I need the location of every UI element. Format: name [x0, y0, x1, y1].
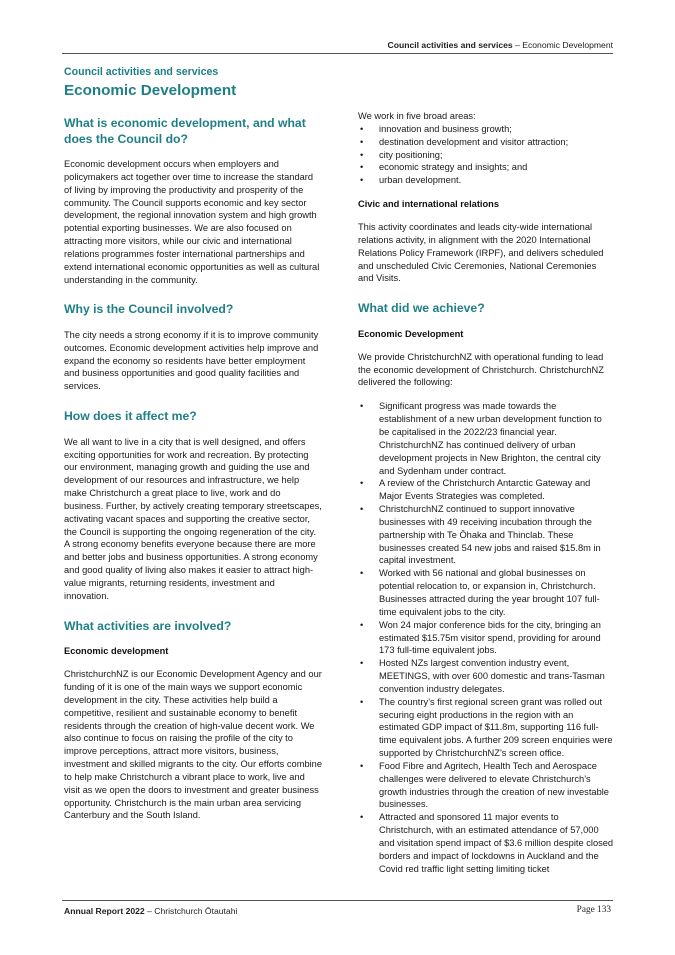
civic-subheading: Civic and international relations — [358, 199, 500, 210]
areas-list — [358, 123, 614, 187]
achievements-list — [358, 400, 614, 875]
list-item: • A review of the Christchurch Antarctic Gateway and Major Events Strategies was completed. — [358, 477, 614, 503]
areas-intro: We work in five broad areas: — [358, 111, 476, 121]
section-kicker: Council activities and services — [64, 66, 219, 78]
econ-dev-body: ChristchurchNZ is our Economic Development Agency and our funding of it is one of the main ways we support economic development in the city. These activities help build a competitive, resilient and sustainable economy to benefit residents through the creation of high-value decent work. We also continue to focus on raising the profile of the city to improve perceptions, attract more visitors, business, investment and skilled migrants to the city. Our efforts combine to help make Christchurch a vibrant place to work, live and visit as we open the doors to investment and greater business opportunity. Christchurch is the main urban area servicing Canterbury and the South Island. — [64, 669, 323, 821]
running-header — [388, 40, 613, 50]
list-item: • Hosted NZs largest convention industry event, MEETINGS, with over 600 domestic and trans-Tasman convention industry delegates. — [358, 657, 614, 696]
list-item: • Won 24 major conference bids for the city, bringing an estimated $15.75m visitor spend, providing for around 173 full-time equivalent jobs. — [358, 619, 614, 658]
achieve-heading: What did we achieve? — [358, 301, 485, 316]
left-column — [64, 66, 322, 822]
list-item: • ChristchurchNZ continued to support innovative businesses with 49 receiving incubation through the partnership with Te Ōhaka and Thinclab. These businesses created 54 new jobs and raised $15.8m in capital investment. — [358, 503, 614, 567]
header-divider — [62, 53, 613, 54]
footer-report-name: Annual Report 2022 — [64, 906, 145, 916]
list-item: • Attracted and sponsored 11 major events to Christchurch, with an estimated attendance of 57,000 and visitation spend impact of $3.6 million despite closed borders and impact of lockdowns in Auckland and the Covid red traffic light setting limiting ticket — [358, 811, 614, 875]
civic-body: This activity coordinates and leads city-wide international relations activity, in alignment with the 2020 International Relations Policy Framework (IRPF), and delivers scheduled and unscheduled Civic Ceremonies, National Ceremonies and Visits. — [358, 222, 604, 284]
list-item: • urban development. — [358, 174, 614, 187]
what-is-body: Economic development occurs when employers and policymakers act together over time to increase the standard of living by improving the productivity and prosperity of the community. The Council supports economic and key sector development, the regional innovation system and high growth potential exporting businesses. We are also focused on attracting more visitors, while our civic and international relations programmes foster international partnerships and extend international economic opportunities as well as cultural understanding in the community. — [64, 159, 320, 285]
running-header-section: Council activities and services — [387, 40, 513, 50]
how-heading: How does it affect me? — [64, 409, 197, 424]
list-item: • Significant progress was made towards the establishment of a new urban development function to be capitalised in the 2022/23 financial year. ChristchurchNZ has continued delivery of urban development projects in New Brighton, the central city and Sydenham under contract. — [358, 400, 614, 477]
how-body: We all want to live in a city that is well designed, and offers exciting opportunities for work and recreation. By protecting our environment, managing growth and guiding the use and development of our resources and infrastructure, we help make Christchurch a great place to live, work and do business. Further, by actively creating temporary streetscapes, activating vacant spaces and supporting the creative sector, the Council is supporting the ongoing regeneration of the city. A strong economy benefits everyone because there are more and better jobs and business opportunities. A strong economy and good quality of living also makes it easier to attract high-value migrants, returning residents, investment and innovation. — [64, 436, 322, 601]
achieve-intro: We provide ChristchurchNZ with operational funding to lead the economic development of Christchurch. ChristchurchNZ delivered the following: — [358, 351, 604, 388]
why-body: The city needs a strong economy if it is to improve community outcomes. Economic development activities help improve and expand the economy so residents have better employment and business opportunities and good quality facilities and services. — [64, 329, 319, 392]
footer-city: – Christchurch Ōtautahi — [144, 906, 238, 916]
right-column — [358, 110, 614, 876]
footer-divider — [62, 900, 613, 901]
page-number: Page 133 — [576, 905, 611, 915]
econ-dev-subheading: Economic development — [64, 646, 169, 657]
list-item: • innovation and business growth; — [358, 123, 614, 136]
achieve-subheading: Economic Development — [358, 328, 464, 339]
list-item: • Food Fibre and Agritech, Health Tech and Aerospace challenges were delivered to elevate Christchurch’s growth industries through the creation of new investable businesses. — [358, 760, 614, 811]
footer-report-title — [64, 906, 237, 916]
list-item: • The country’s first regional screen grant was rolled out securing eight productions in the region with an estimated GDP impact of $11.8m, supporting 116 full-time equivalent jobs. A further 209 screen enquiries were supported by ChristchurchNZ’s screen office. — [358, 696, 614, 760]
what-is-heading: What is economic development, and what does the Council do? — [64, 116, 306, 146]
running-header-topic: – Economic Development — [512, 40, 613, 50]
activities-heading: What activities are involved? — [64, 618, 232, 633]
list-item: • economic strategy and insights; and — [358, 161, 614, 174]
list-item: • Worked with 56 national and global businesses on potential relocation to, or expansion in, Christchurch. Businesses attracted during the year brought 107 full-time equivalent jobs to the city. — [358, 567, 614, 618]
list-item: • city positioning; — [358, 149, 614, 162]
page-title: Economic Development — [64, 82, 237, 99]
list-item: • destination development and visitor attraction; — [358, 136, 614, 149]
why-heading: Why is the Council involved? — [64, 302, 234, 317]
